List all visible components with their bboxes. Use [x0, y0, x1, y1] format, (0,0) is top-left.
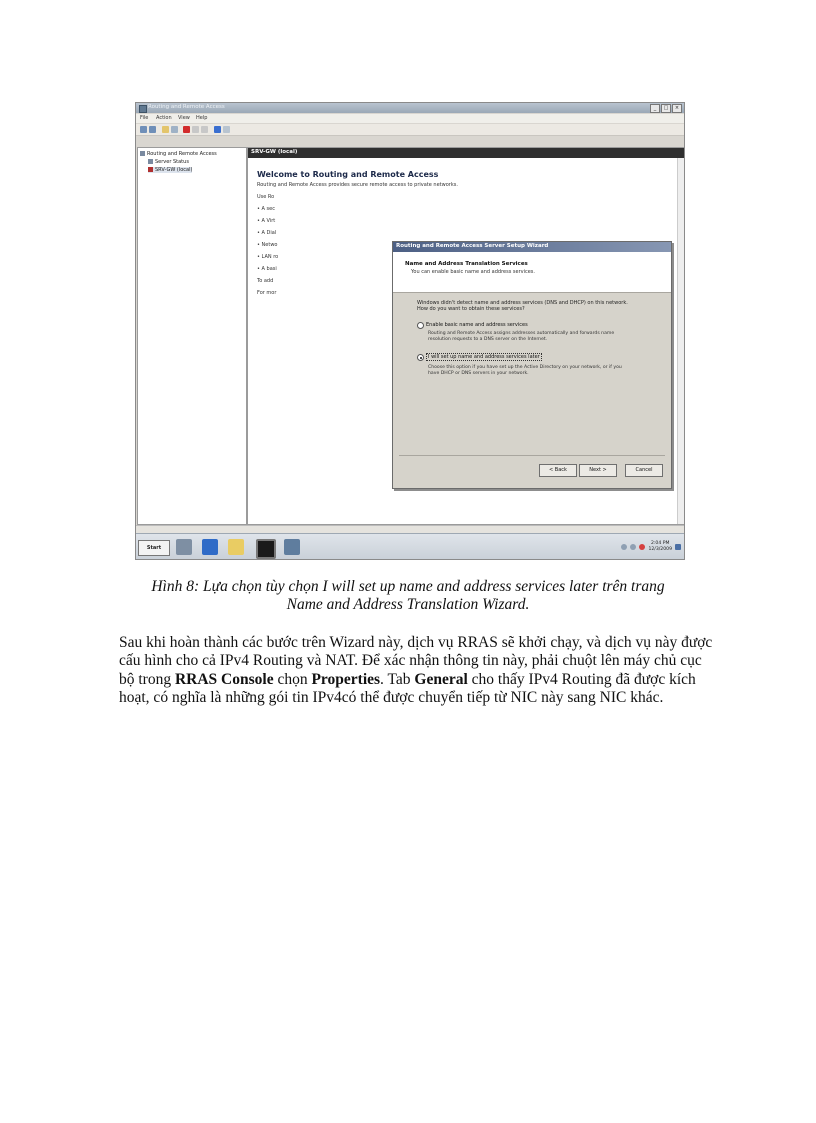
wizard-message: Windows didn't detect name and address services (DNS and DHCP) on this network. How do you want to obtain these services? — [417, 300, 628, 312]
menu-help[interactable]: Help — [196, 115, 208, 121]
server-icon — [148, 167, 153, 172]
menu-bar — [136, 114, 684, 123]
wizard-heading: Name and Address Translation Services — [405, 261, 528, 267]
menu-action[interactable]: Action — [156, 115, 172, 121]
flag-icon[interactable] — [621, 544, 627, 550]
system-tray — [621, 538, 681, 556]
network-tray-icon[interactable] — [630, 544, 636, 550]
welcome-title: Welcome to Routing and Remote Access — [257, 170, 439, 179]
option1-description: Routing and Remote Access assigns addresses automatically and forwards name resolution requests to a DNS server on the Internet. — [428, 331, 615, 342]
start-button[interactable]: Start — [138, 540, 170, 556]
welcome-bullet: • Netwo — [257, 242, 278, 248]
properties-icon[interactable] — [192, 126, 199, 133]
welcome-intro: Routing and Remote Access provides secure remote access to private networks. — [257, 182, 458, 188]
properties-term: Properties — [311, 670, 381, 688]
explorer-icon[interactable] — [228, 539, 244, 555]
show-tree-icon[interactable] — [171, 126, 178, 133]
body-paragraph: Sau khi hoàn thành các bước trên Wizard này, dịch vụ RRAS sẽ khởi chạy, và dịch vụ này được cấu hình cho cả IPv4 Routing và NAT. Để xác nhận thông tin này, phải chuột lên máy chủ cục bộ trong RRAS Console chọn Properties. Tab General cho thấy IPv4 Routing đã được kích hoạt, có nghĩa là những gói tin IPv4có thể được chuyển tiếp từ NIC này sang NIC khác. — [119, 634, 713, 706]
window-controls — [650, 104, 682, 113]
window-titlebar — [136, 103, 684, 113]
clock[interactable]: 2:04 PM 12/3/2009 — [648, 541, 672, 552]
minimize-icon[interactable]: _ — [650, 104, 660, 113]
cancel-button[interactable]: Cancel — [625, 464, 663, 477]
forward-icon[interactable] — [149, 126, 156, 133]
tree-root[interactable]: Routing and Remote Access — [140, 151, 217, 157]
help-icon[interactable] — [214, 126, 221, 133]
setup-wizard-dialog — [392, 241, 672, 489]
refresh-icon[interactable] — [201, 126, 208, 133]
status-icon — [148, 159, 153, 164]
server-icon — [140, 151, 145, 156]
app-icon — [139, 105, 147, 113]
next-button[interactable]: Next > — [579, 464, 617, 477]
console-icon[interactable] — [223, 126, 230, 133]
general-term: General — [414, 670, 468, 688]
tree-item-srv-gw[interactable]: SRV-GW (local) — [148, 167, 192, 173]
maximize-icon[interactable]: □ — [661, 104, 671, 113]
wizard-separator — [399, 455, 665, 456]
welcome-line: To add — [257, 278, 274, 284]
welcome-bullet: • LAN ro — [257, 254, 279, 260]
command-prompt-icon[interactable] — [256, 539, 276, 559]
wizard-titlebar: Routing and Remote Access Server Setup Wizard — [393, 242, 671, 252]
welcome-bullet: • A Virt — [257, 218, 276, 224]
close-icon[interactable]: × — [672, 104, 682, 113]
network-icon[interactable] — [284, 539, 300, 555]
option-setup-later[interactable]: I will set up name and address services later — [428, 354, 540, 360]
menu-view[interactable]: View — [178, 115, 190, 121]
taskbar — [136, 533, 684, 560]
option-enable-basic-services[interactable]: Enable basic name and address services — [426, 322, 528, 328]
menu-file[interactable]: File — [140, 115, 149, 121]
radio-setup-later[interactable] — [417, 354, 424, 361]
figure-caption: Hình 8: Lựa chọn tùy chọn I will set up name and address services later trên trang Name and Address Translation Wizard. — [151, 578, 665, 613]
vertical-scrollbar[interactable] — [677, 158, 684, 524]
welcome-line: For mor — [257, 290, 277, 296]
rras-console-term: RRAS Console — [174, 670, 274, 688]
main-pane-header: SRV-GW (local) — [248, 148, 684, 158]
main-pane — [247, 147, 685, 525]
wizard-header — [393, 252, 671, 293]
powershell-icon[interactable] — [202, 539, 218, 555]
back-button[interactable]: < Back — [539, 464, 577, 477]
window-title: Routing and Remote Access — [148, 104, 225, 110]
volume-icon[interactable] — [639, 544, 645, 550]
welcome-bullet: • A basi — [257, 266, 277, 272]
wizard-subheading: You can enable basic name and address services. — [411, 269, 535, 275]
show-desktop-icon[interactable] — [675, 544, 681, 550]
option2-description: Choose this option if you have set up the Active Directory on your network, or if you have DHCP or DNS servers in your network. — [428, 365, 622, 376]
toolbar — [136, 124, 684, 136]
radio-enable-basic-services[interactable] — [417, 322, 424, 329]
server-manager-icon[interactable] — [176, 539, 192, 555]
tree-item-server-status[interactable]: Server Status — [148, 159, 189, 165]
back-icon[interactable] — [140, 126, 147, 133]
delete-icon[interactable] — [183, 126, 190, 133]
folder-up-icon[interactable] — [162, 126, 169, 133]
welcome-bullet: • A Dial — [257, 230, 277, 236]
welcome-line: Use Ro — [257, 194, 275, 200]
screenshot-figure — [135, 102, 685, 560]
console-tree — [137, 147, 247, 525]
welcome-bullet: • A sec — [257, 206, 275, 212]
